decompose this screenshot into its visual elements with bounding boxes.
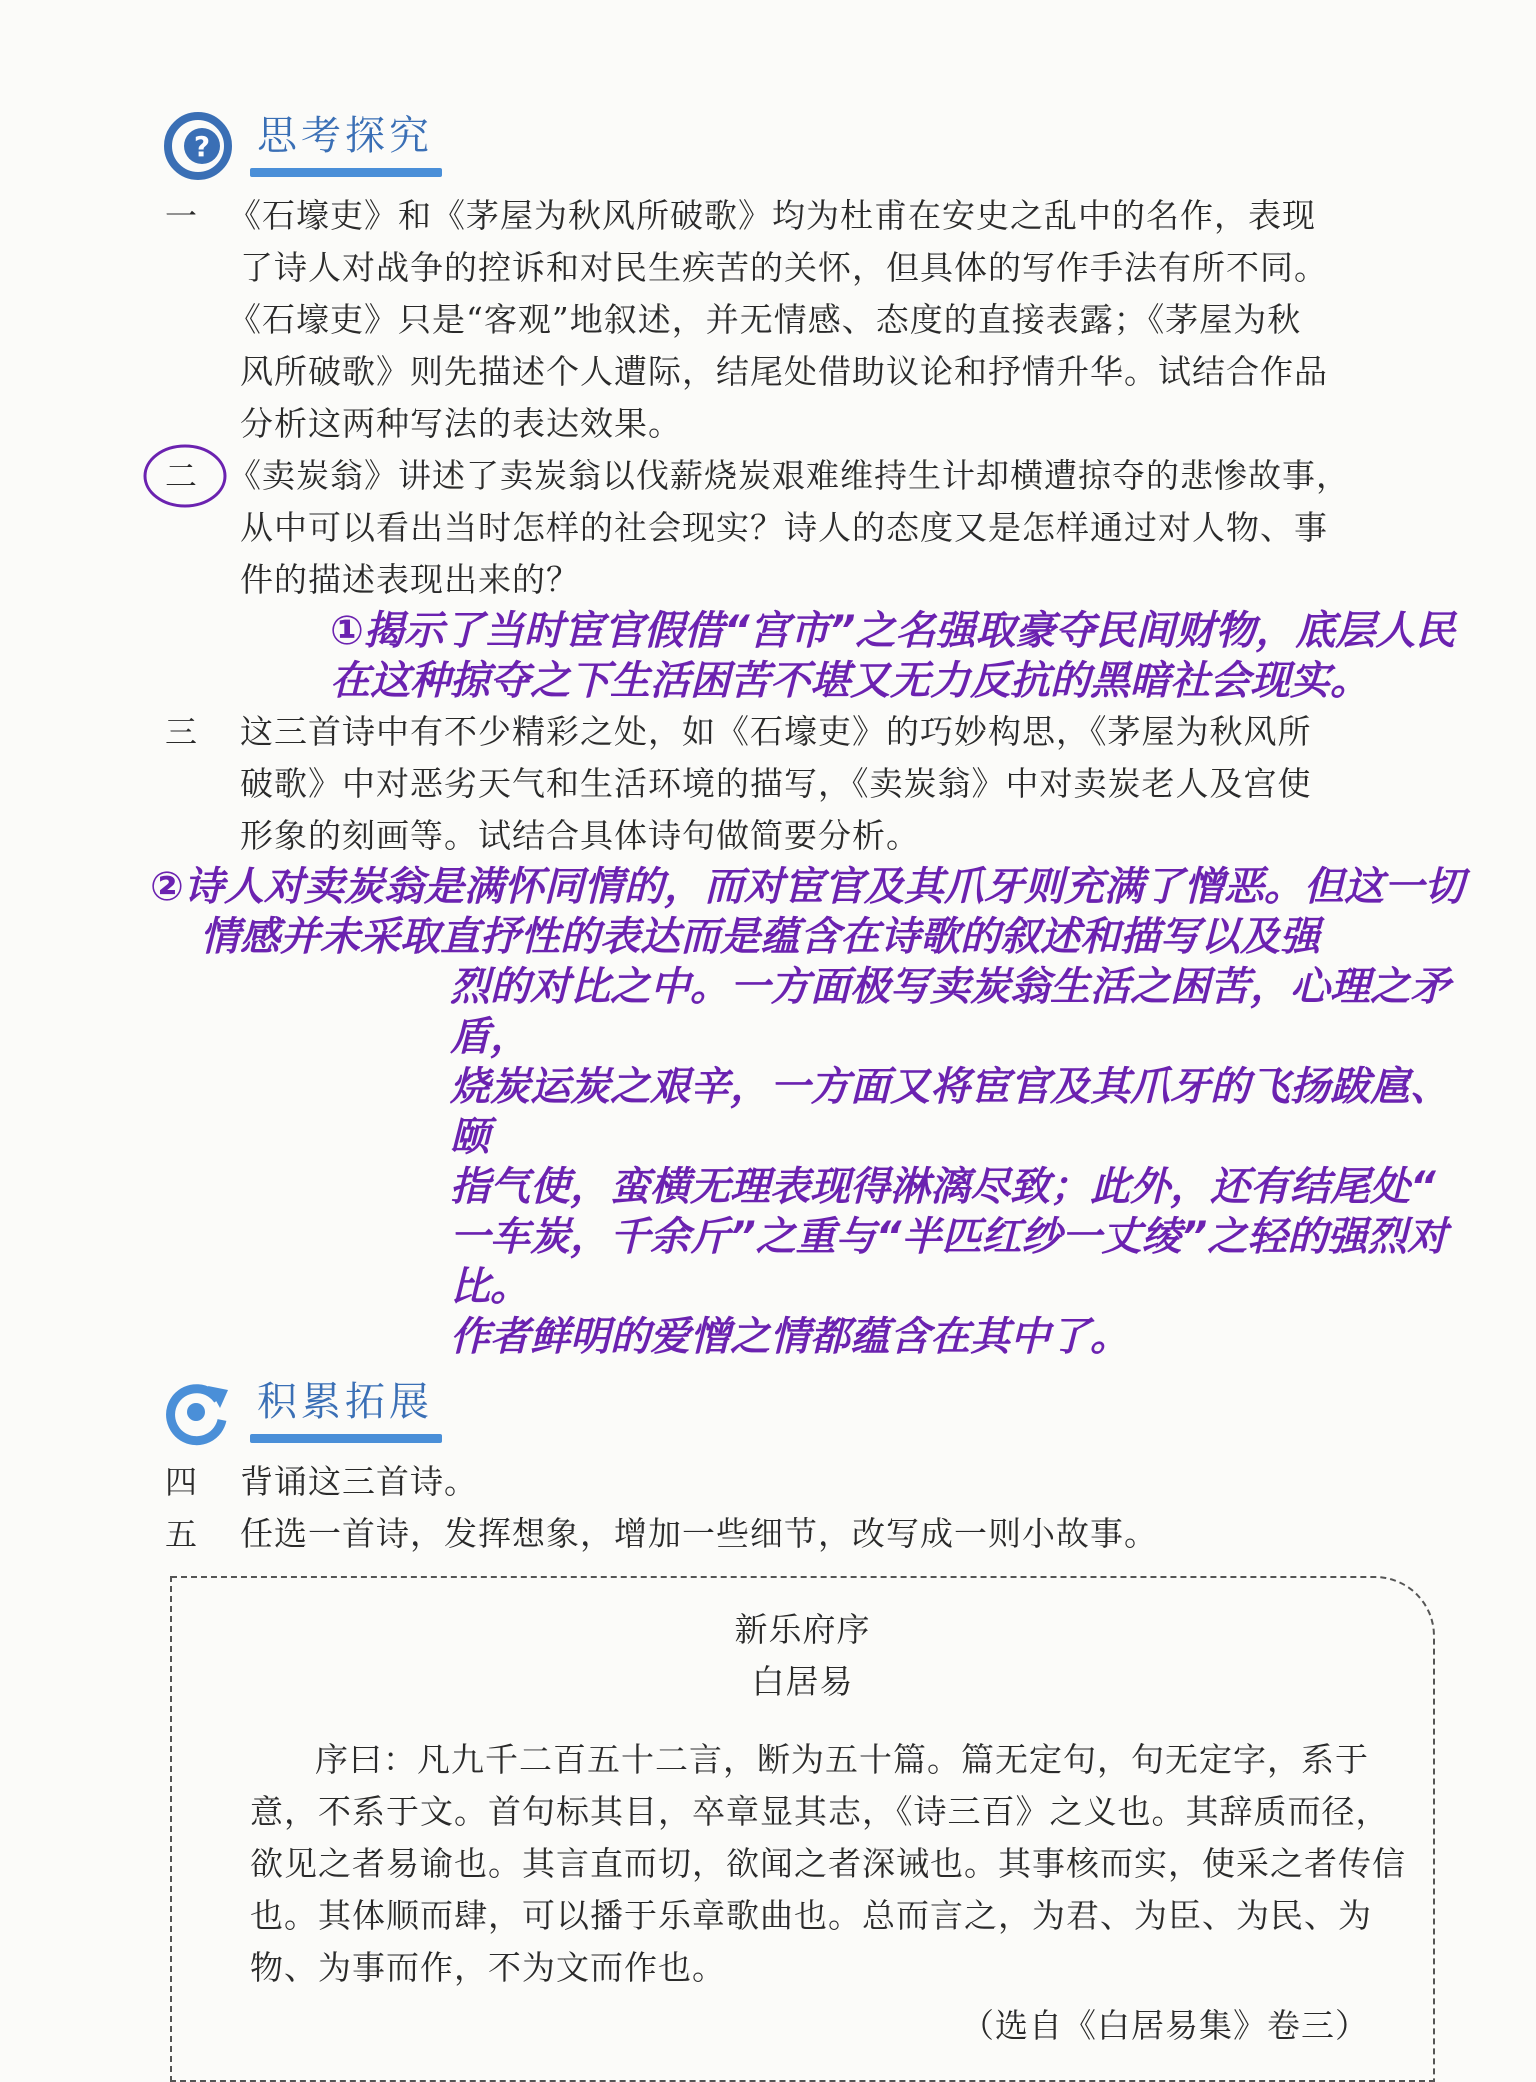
question-1 xyxy=(165,190,1478,450)
question-line: 《卖炭翁》讲述了卖炭翁以伐薪烧炭艰难维持生计却横遭掠夺的悲惨故事， xyxy=(228,456,1350,495)
question-number: 二 xyxy=(165,457,198,495)
handwritten-answer-line: 在这种掠夺之下生活困苦不堪又无力反抗的黑暗社会现实。 xyxy=(330,658,1370,704)
section-title-thinking: 思考探究 xyxy=(257,113,433,159)
section-title-accumulate: 积累拓展 xyxy=(257,1379,433,1425)
reading-source: （选自《白居易集》卷三） xyxy=(961,2006,1369,2045)
handwritten-answer-1 xyxy=(330,606,1480,706)
handwritten-answer-line: ①揭示了当时宦官假借“宫市”之名强取豪夺民间财物，底层人民 xyxy=(330,608,1456,654)
question-number: 五 xyxy=(165,1515,198,1553)
question-line: 从中可以看出当时怎样的社会现实？诗人的态度又是怎样通过对人物、事 xyxy=(240,508,1328,547)
handwritten-answer-line: ②诗人对卖炭翁是满怀同情的，而对宦官及其爪牙则充满了憎恶。但这一切 xyxy=(150,864,1464,910)
refresh-arrow-icon xyxy=(162,1376,234,1448)
question-circle-icon xyxy=(162,110,234,182)
handwritten-answer-line: 情感并未采取直抒性的表达而是蕴含在诗歌的叙述和描写以及强 xyxy=(200,914,1320,960)
question-line: 件的描述表现出来的？ xyxy=(240,560,580,599)
section-header-accumulate xyxy=(162,1376,1536,1456)
question-line: 风所破歌》则先描述个人遭际，结尾处借助议论和抒情升华。试结合作品 xyxy=(240,352,1328,391)
hand-drawn-circle-mark xyxy=(140,438,230,510)
question-line: 《石壕吏》只是“客观”地叙述，并无情感、态度的直接表露；《茅屋为秋 xyxy=(228,300,1302,339)
reading-title: 新乐府序 xyxy=(734,1610,871,1649)
question-line: 《石壕吏》和《茅屋为秋风所破歌》均为杜甫在安史之乱中的名作，表现 xyxy=(228,196,1316,235)
section-underline xyxy=(250,168,442,177)
handwritten-answer-line: 作者鲜明的爱憎之情都蕴含在其中了。 xyxy=(450,1314,1130,1360)
handwritten-answer-line: 烈的对比之中。一方面极写卖炭翁生活之困苦，心理之矛盾， xyxy=(450,964,1450,1060)
question-4 xyxy=(165,1456,1478,1508)
question-line: 了诗人对战争的控诉和对民生疾苦的关怀，但具体的写作手法有所不同。 xyxy=(240,248,1328,287)
handwritten-answer-2 xyxy=(150,862,1480,1362)
section-header-thinking xyxy=(162,110,1536,190)
question-5 xyxy=(165,1508,1478,1560)
svg-text:?: ? xyxy=(193,130,211,163)
question-number: 三 xyxy=(165,713,198,751)
question-3 xyxy=(165,706,1478,862)
section-underline xyxy=(250,1434,442,1443)
reading-line: 序曰：凡九千二百五十二言，断为五十篇。篇无定句，句无定字，系于 xyxy=(315,1740,1369,1779)
question-number: 一 xyxy=(165,197,198,235)
reading-body xyxy=(172,1734,1433,1994)
reading-line: 意，不系于文。首句标其目，卒章显其志，《诗三百》之义也。其辞质而径， xyxy=(250,1792,1390,1831)
handwritten-answer-line: 一车炭，千余斤”之重与“半匹红纱一丈绫”之轻的强烈对比。 xyxy=(450,1214,1448,1310)
question-2 xyxy=(165,450,1478,606)
question-line: 任选一首诗，发挥想象，增加一些细节，改写成一则小故事。 xyxy=(240,1514,1158,1553)
question-line: 这三首诗中有不少精彩之处，如《石壕吏》的巧妙构思，《茅屋为秋风所 xyxy=(240,712,1312,751)
reading-author: 白居易 xyxy=(751,1662,854,1701)
question-line: 分析这两种写法的表达效果。 xyxy=(240,404,682,443)
reading-box xyxy=(170,1576,1435,2082)
reading-line: 物、为事而作，不为文而作也。 xyxy=(250,1948,726,1987)
question-line: 形象的刻画等。试结合具体诗句做简要分析。 xyxy=(240,816,920,855)
question-line: 破歌》中对恶劣天气和生活环境的描写，《卖炭翁》中对卖炭老人及宫使 xyxy=(240,764,1312,803)
question-number: 四 xyxy=(165,1463,198,1501)
handwritten-answer-line: 烧炭运炭之艰辛，一方面又将宦官及其爪牙的飞扬跋扈、颐 xyxy=(450,1064,1450,1160)
question-line: 背诵这三首诗。 xyxy=(240,1462,478,1501)
reading-line: 也。其体顺而肆，可以播于乐章歌曲也。总而言之，为君、为臣、为民、为 xyxy=(250,1896,1372,1935)
handwritten-answer-line: 指气使，蛮横无理表现得淋漓尽致；此外，还有结尾处“ xyxy=(450,1164,1436,1210)
reading-line: 欲见之者易谕也。其言直而切，欲闻之者深诫也。其事核而实，使采之者传信 xyxy=(250,1844,1406,1883)
